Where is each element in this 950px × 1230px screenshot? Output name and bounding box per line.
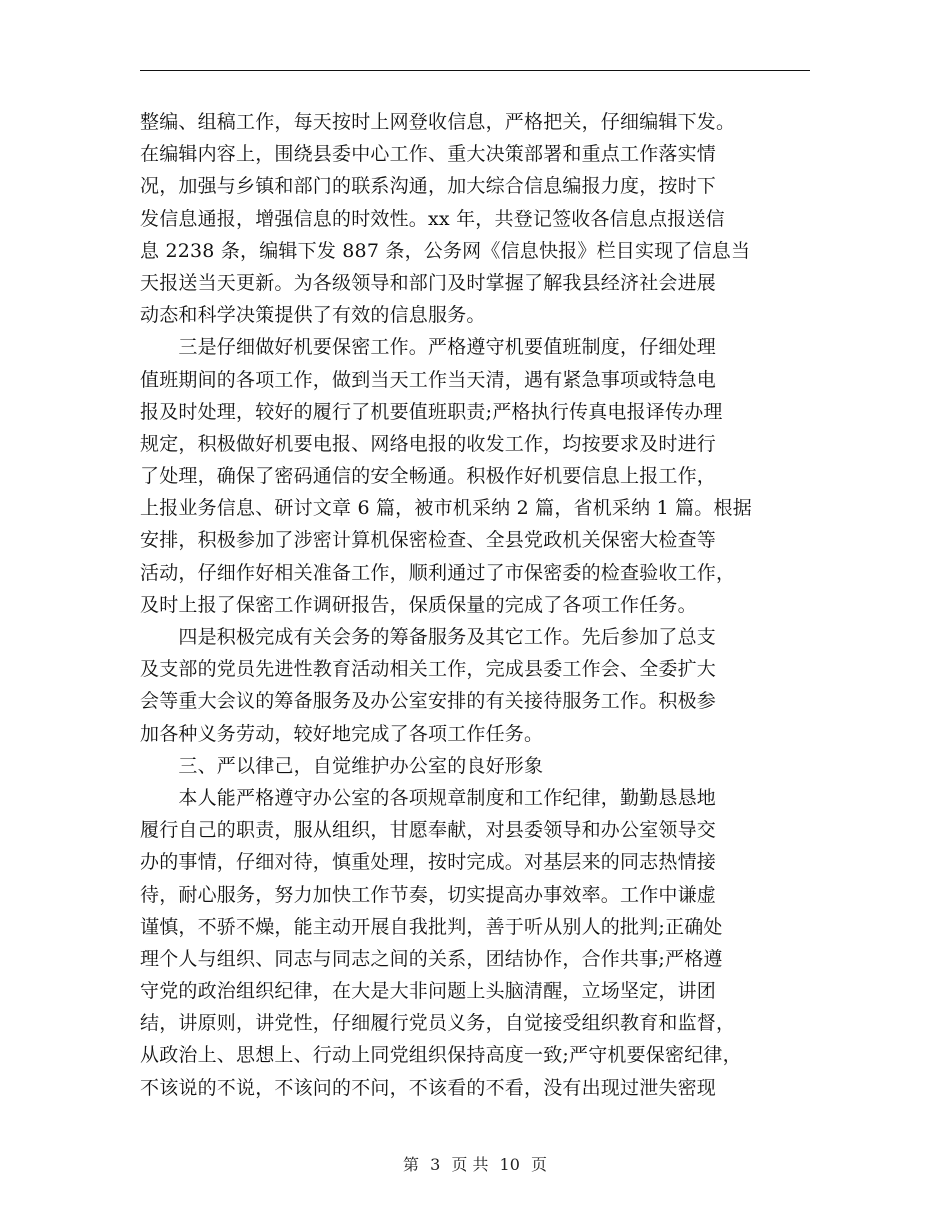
body-line: 活动，仔细作好相关准备工作，顺利通过了市保密委的检查验收工作，: [140, 561, 736, 584]
body-line: 本人能严格遵守办公室的各项规章制度和工作纪律，勤勤恳恳地: [140, 786, 717, 809]
body-line: 报及时处理，较好的履行了机要值班职责;严格执行传真电报译传办理: [140, 400, 723, 423]
footer-middle: 页 共: [451, 1155, 489, 1174]
body-line: 在编辑内容上，围绕县委中心工作、重大决策部署和重点工作落实情: [140, 143, 717, 166]
body-line: 三是仔细做好机要保密工作。严格遵守机要值班制度，仔细处理: [140, 336, 717, 359]
body-line: 及时上报了保密工作调研报告，保质保量的完成了各项工作任务。: [140, 593, 697, 616]
body-line: 从政治上、思想上、行动上同党组织保持高度一致;严守机要保密纪律，: [140, 1044, 742, 1067]
body-line: 整编、组稿工作，每天按时上网登收信息，严格把关，仔细编辑下发。: [140, 111, 736, 133]
body-line: 守党的政治组织纪律，在大是大非问题上头脑清醒，立场坚定，讲团: [140, 980, 717, 1003]
body-line: 发信息通报，增强信息的时效性。xx 年，共登记签收各信息点报送信: [140, 207, 725, 230]
body-line: 四是积极完成有关会务的筹备服务及其它工作。先后参加了总支: [140, 626, 717, 648]
body-line: 况，加强与乡镇和部门的联系沟通，加大综合信息编报力度，按时下: [140, 175, 717, 198]
body-line: 息 2238 条，编辑下发 887 条，公务网《信息快报》栏目实现了信息当: [140, 239, 751, 262]
body-line: 动态和科学决策提供了有效的信息服务。: [140, 304, 486, 327]
page-footer: [0, 1152, 950, 1175]
body-line: 规定，积极做好机要电报、网络电报的收发工作，均按要求及时进行: [140, 432, 717, 455]
body-line: 加各种义务劳动，较好地完成了各项工作任务。: [140, 722, 544, 745]
body-line: 待，耐心服务，努力加快工作节奏，切实提高办事效率。工作中谦虚: [140, 883, 717, 906]
body-line: 会等重大会议的筹备服务及办公室安排的有关接待服务工作。积极参: [140, 690, 717, 713]
body-line: 结，讲原则，讲党性，仔细履行党员义务，自觉接受组织教育和监督，: [140, 1012, 736, 1035]
document-body: [140, 106, 815, 1104]
body-line: 值班期间的各项工作，做到当天工作当天清，遇有紧急事项或特急电: [140, 368, 717, 391]
body-line: 理个人与组织、同志与同志之间的关系，团结协作，合作共事;严格遵: [140, 947, 723, 970]
body-line: 办的事情，仔细对待，慎重处理，按时完成。对基层来的同志热情接: [140, 851, 717, 874]
header-divider: [140, 70, 810, 71]
current-page-number: 3: [430, 1155, 441, 1174]
body-line: 履行自己的职责，服从组织，甘愿奉献，对县委领导和办公室领导交: [140, 819, 717, 842]
body-line: 不该说的不说，不该问的不问，不该看的不看，没有出现过泄失密现: [140, 1076, 717, 1099]
body-line: 了处理，确保了密码通信的安全畅通。积极作好机要信息上报工作，: [140, 465, 717, 488]
body-line: 及支部的党员先进性教育活动相关工作，完成县委工作会、全委扩大: [140, 658, 717, 681]
total-pages: 10: [499, 1155, 520, 1174]
section-heading: 三、严以律己，自觉维护办公室的良好形象: [140, 754, 544, 777]
body-line: 谨慎，不骄不燥，能主动开展自我批判，善于听从别人的批判;正确处: [140, 915, 723, 938]
body-line: 上报业务信息、研讨文章 6 篇，被市机采纳 2 篇，省机采纳 1 篇。根据: [140, 497, 752, 520]
body-line: 安排，积极参加了涉密计算机保密检查、全县党政机关保密大检查等: [140, 529, 717, 552]
footer-prefix: 第: [402, 1155, 419, 1174]
footer-suffix: 页: [531, 1155, 548, 1174]
body-line: 天报送当天更新。为各级领导和部门及时掌握了解我县经济社会进展: [140, 271, 717, 294]
